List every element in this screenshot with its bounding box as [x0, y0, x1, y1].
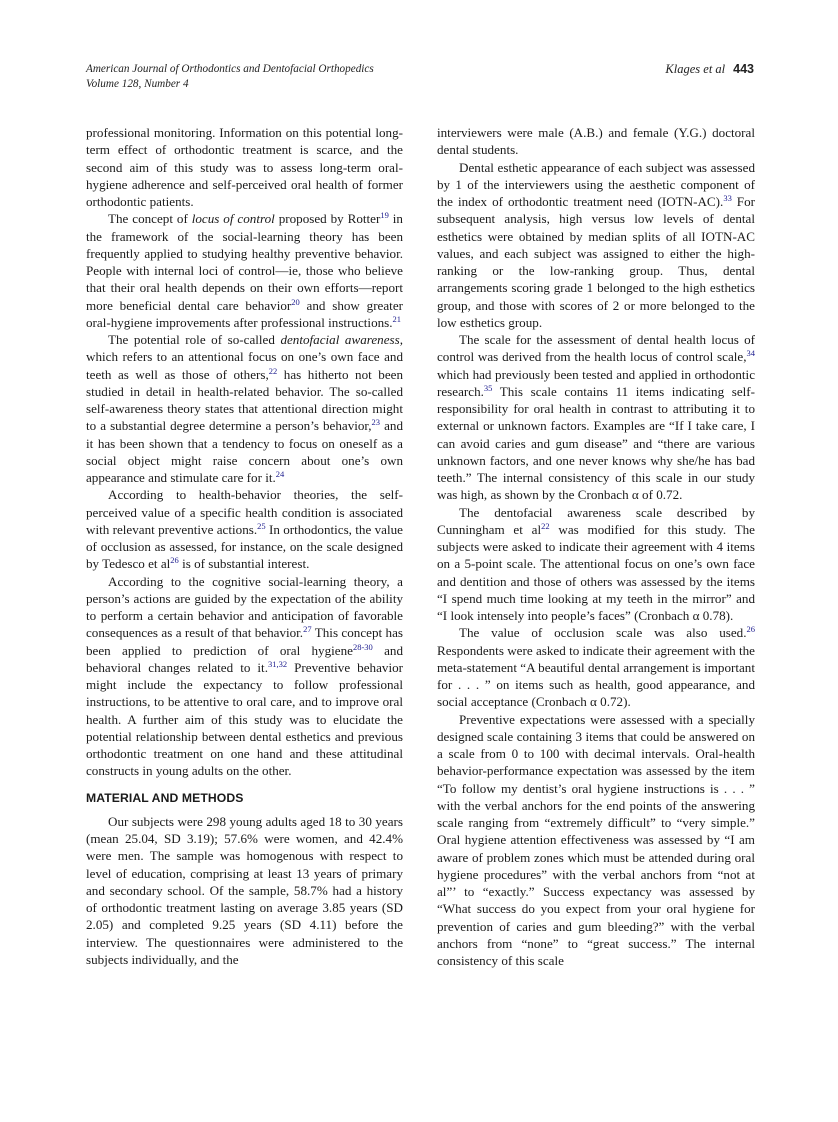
reference-link[interactable]: 22: [268, 365, 278, 376]
text-run: According to health-behavior theories, the self-perceived value of a specific health condition is associated with relevant preventive actions.: [86, 487, 403, 537]
emphasis-term: dentofacial awareness,: [280, 332, 403, 347]
left-column: [86, 124, 403, 968]
paragraph: [86, 124, 403, 210]
paragraph-preventive-expectations: [437, 711, 755, 970]
text-run: Preventive behavior might include the expectancy to follow professional instructions, to be attentive to oral care, and to improve oral health. A further aim of this study was to elucidate the potential relationship between dental esthetics and previous orthodontic treatment on one hand and these attitudinal constructs in young adults on the other.: [86, 659, 403, 779]
text-run: The dentofacial awareness scale described by Cunningham et al: [437, 504, 755, 537]
reference-link[interactable]: 31,32: [267, 658, 288, 669]
text-run: Preventive expectations were assessed with a specially designed scale containing 3 items that could be answered on a scale from 0 to 100 with decimal intervals. Oral-health behavior-performance expectation was assessed by the item “To follow my dentist’s oral hygiene instructions is . . . ” with the verbal anchors for the end points of the answering scale ranging from “extremely difficult” to “very simple.” Oral hygiene attention effectiveness was assessed by “I am aware of problem zones which must be attended during oral hygiene procedures” with the verbal anchors from “not at al”’ to “exactly.” Success expectancy was assessed by “What success do you expect from your oral hygiene for prevention of caries and gum bleeding?” with the verbal anchors from “none” to “great success.” The internal consistency of this scale: [437, 711, 755, 968]
author-page: [665, 62, 754, 77]
text-run: The potential role of so-called: [108, 332, 281, 347]
paragraph-awareness-scale: [437, 504, 755, 625]
paragraph-occlusion-scale: [437, 624, 755, 710]
reference-link[interactable]: 22: [541, 520, 550, 531]
paragraph-dentofacial-awareness: [86, 331, 403, 486]
reference-link[interactable]: 21: [392, 313, 402, 324]
paragraph: [437, 124, 755, 159]
paragraph-subjects: [86, 813, 403, 968]
text-run: This scale contains 11 items indicating self-responsibility for oral health in contrast to attributing it to external or unknown factors. Examples are “If I take care, I can avoid caries and gum disease” and “there are various unknown factors, and one never knows why she/he has bad teeth.” The internal consistency of this scale in our study was high, as shown by the Cronbach α of 0.72.: [437, 383, 755, 503]
emphasis-term: locus of control: [191, 211, 275, 227]
text-run: Our subjects were 298 young adults aged 18 to 30 years (mean 25.04, SD 3.19); 57.6% were women, and 42.4% were men. The sample was homogenous with respect to level of education, comprising at least 13 years of primary and secondary school. Of the sample, 58.7% had a history of orthodontic treatment lasting on average 3.85 years (SD 2.05) and completed 9.25 years (SD 4.11) before the interview. The questionnaires were administered to the subjects individually, and the: [86, 813, 403, 967]
paragraph-dental-esthetics: [437, 159, 755, 332]
text-run: in the framework of the social-learning theory has been frequently applied to studying healthy preventive behavior. People with internal loci of control—ie, those who believe that their oral health depends on their own efforts—report more beneficial dental care behavior: [86, 211, 403, 313]
reference-link[interactable]: 33: [723, 193, 732, 203]
text-run: professional monitoring. Information on this potential long-term effect of orthodontic treatment is scarce, and the second aim of this study was to assess long-term oral-hygiene adherence and self-perceived oral health of former orthodontic patients.: [86, 125, 403, 209]
text-run: According to the cognitive social-learning theory, a person’s actions are guided by the expectation of the ability to perform a certain behavior and anticipation of favorable consequences as a result of that behavior.: [86, 573, 403, 641]
text-run: The concept of: [108, 211, 192, 227]
section-heading: MATERIAL AND METHODS: [86, 790, 244, 805]
reference-link[interactable]: 28-30: [352, 641, 373, 652]
text-run: interviewers were male (A.B.) and female (Y.G.) doctoral dental students.: [437, 125, 755, 158]
reference-link[interactable]: 19: [380, 210, 389, 221]
reference-link[interactable]: 27: [303, 624, 312, 635]
reference-link[interactable]: 24: [275, 469, 285, 479]
text-run: The scale for the assessment of dental health locus of control was derived from the health locus of control scale,: [437, 332, 755, 365]
reference-link[interactable]: 20: [291, 296, 300, 307]
text-run: was modified for this study. The subjects were asked to indicate their agreement with 4 items on a 5-point scale. The attentional focus on one’s own face and dentition and those of others was assessed by the items “I spend much time looking at my teeth in the mirror” and “I look intensely into people’s faces” (Cronbach α 0.78).: [437, 521, 755, 623]
reference-link[interactable]: 26: [746, 624, 755, 635]
paragraph-social-learning: [86, 573, 403, 780]
text-run: For subsequent analysis, high versus low levels of dental esthetics were obtained by median splits of all IOTN-AC values, and each subject was assigned to either the high-ranking or the low-ranking group. Thus, dental arrangements scoring grade 1 belonged to the high esthetics group, and those with scores of 2 or more belonged to the low esthetics group.: [437, 194, 755, 330]
journal-info: [86, 62, 754, 92]
text-run: and show greater oral-hygiene improvements after professional instructions.: [86, 297, 403, 330]
text-run: The value of occlusion scale was also used.: [459, 625, 747, 641]
reference-link[interactable]: 25: [257, 520, 266, 531]
text-run: which had previously been tested and applied in orthodontic research.: [437, 366, 755, 399]
text-run: proposed by Rotter: [274, 211, 381, 227]
reference-link[interactable]: 34: [746, 348, 755, 359]
reference-link[interactable]: 26: [170, 555, 179, 566]
running-head: [86, 62, 754, 92]
paragraph-locus-scale: [437, 331, 755, 504]
reference-link[interactable]: 35: [483, 382, 493, 393]
reference-link[interactable]: 23: [371, 417, 381, 428]
text-run: which refers to an attentional focus on one’s own face and teeth as well as those of others,: [86, 349, 403, 382]
text-run: Respondents were asked to indicate their agreement with the meta-statement “A beautiful dental arrangement is important for . . . ” on items such as health, good appearance, and social acceptance (Cronbach α 0.72).: [437, 642, 755, 710]
paragraph-locus-of-control: [86, 210, 403, 331]
running-authors: Klages et al: [665, 62, 726, 76]
text-run: Dental esthetic appearance of each subject was assessed by 1 of the interviewers using the aesthetic component of the index of orthodontic treatment need (IOTN-AC).: [437, 159, 755, 209]
text-run: and behavioral changes related to it.: [86, 642, 403, 675]
right-column: [437, 124, 755, 969]
text-run: In orthodontics, the value of occlusion as assessed, for instance, on the scale designed by Tedesco et al: [86, 521, 403, 572]
page-number: 443: [733, 62, 754, 76]
paragraph-health-behavior: [86, 486, 403, 572]
text-run: and it has been shown that a tendency to focus on oneself as a social object might raise concern about one’s own appearance and stimulate care for it.: [86, 418, 403, 485]
text-run: has hitherto not been studied in detail in health-related behavior. The so-called self-awareness theory states that attentional direction might to a substantial degree determine a person’s behavior,: [86, 366, 403, 434]
text-run: This concept has been applied to prediction of oral hygiene: [86, 625, 403, 658]
text-run: is of substantial interest.: [178, 556, 310, 572]
journal-title: American Journal of Orthodontics and Dentofacial Orthopedics: [86, 63, 374, 75]
journal-volume: Volume 128, Number 4: [86, 78, 189, 90]
